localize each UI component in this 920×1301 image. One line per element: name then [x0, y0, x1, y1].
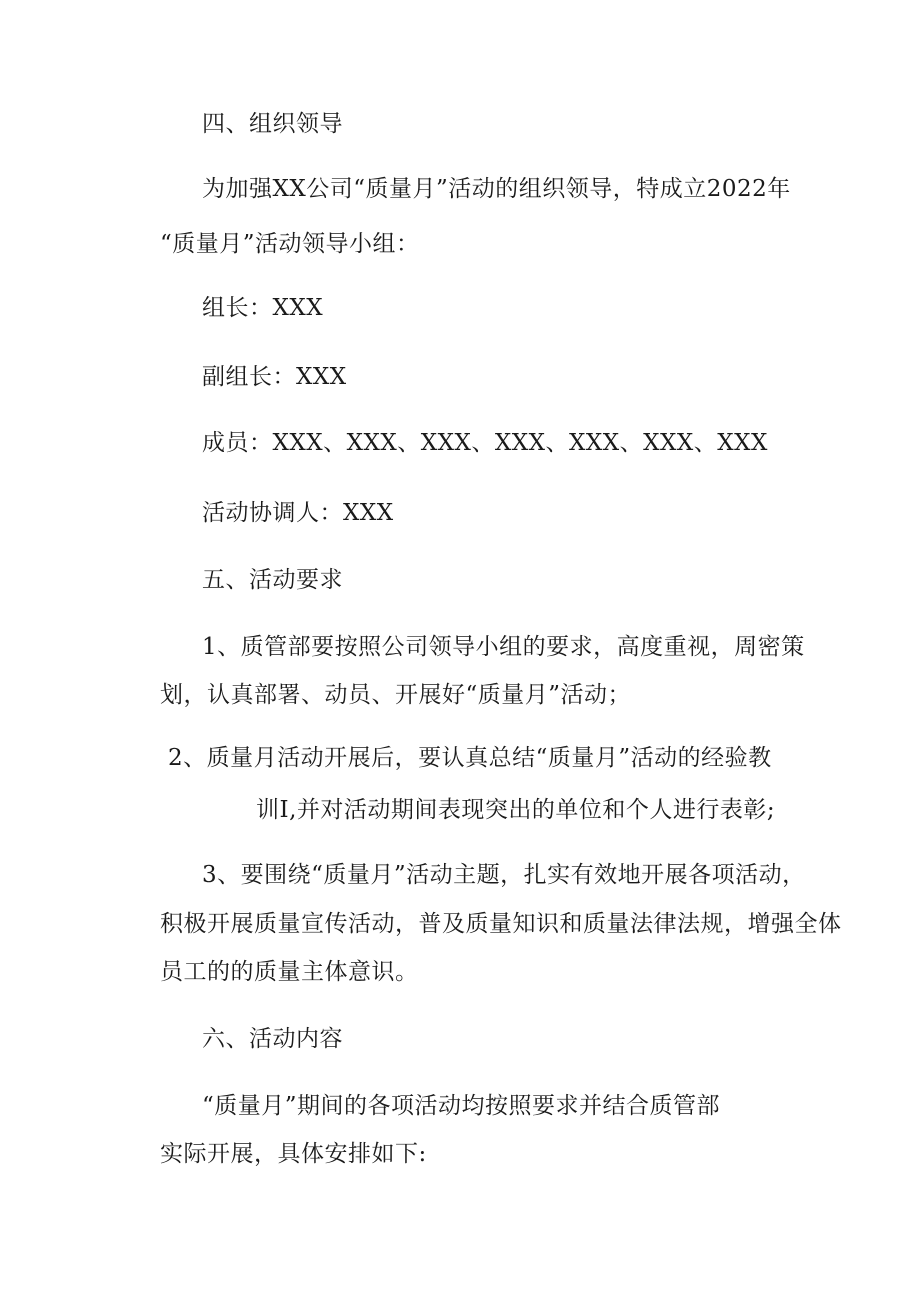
content-line-1: “质量月”期间的各项活动均按照要求并结合质管部 — [202, 1093, 721, 1119]
requirement-1-line-2: 划，认真部署、动员、开展好“质量月”活动； — [160, 682, 632, 708]
requirement-2-line-2: 训I,并对活动期间表现突出的单位和个人进行表彰; — [256, 797, 776, 823]
deputy-leader-line: 副组长：XXX — [202, 364, 347, 390]
content-line-2: 实际开展，具体安排如下: — [160, 1141, 427, 1167]
section-4-intro-line-2: “质量月”活动领导小组： — [160, 231, 420, 257]
section-5-heading: 五、活动要求 — [202, 567, 343, 593]
requirement-2-line-1: 2、质量月活动开展后，要认真总结“质量月”活动的经验教 — [168, 745, 772, 771]
members-line: 成员：XXX、XXX、XXX、XXX、XXX、XXX、XXX — [202, 430, 768, 456]
requirement-1-line-1: 1、质管部要按照公司领导小组的要求，高度重视，周密策 — [202, 634, 805, 660]
requirement-3-line-1: 3、要围绕“质量月”活动主题，扎实有效地开展各项活动， — [202, 862, 806, 888]
requirement-3-line-2: 积极开展质量宣传活动，普及质量知识和质量法律法规，增强全体 — [160, 911, 842, 937]
requirement-3-line-3: 员工的的质量主体意识。 — [160, 959, 419, 985]
coordinator-line: 活动协调人：XXX — [202, 500, 394, 526]
section-6-heading: 六、活动内容 — [202, 1026, 343, 1052]
section-4-heading: 四、组织领导 — [202, 111, 343, 137]
leader-line: 组长：XXX — [202, 295, 324, 321]
section-4-intro-line-1: 为加强XX公司“质量月”活动的组织领导，特成立2022年 — [202, 176, 791, 202]
